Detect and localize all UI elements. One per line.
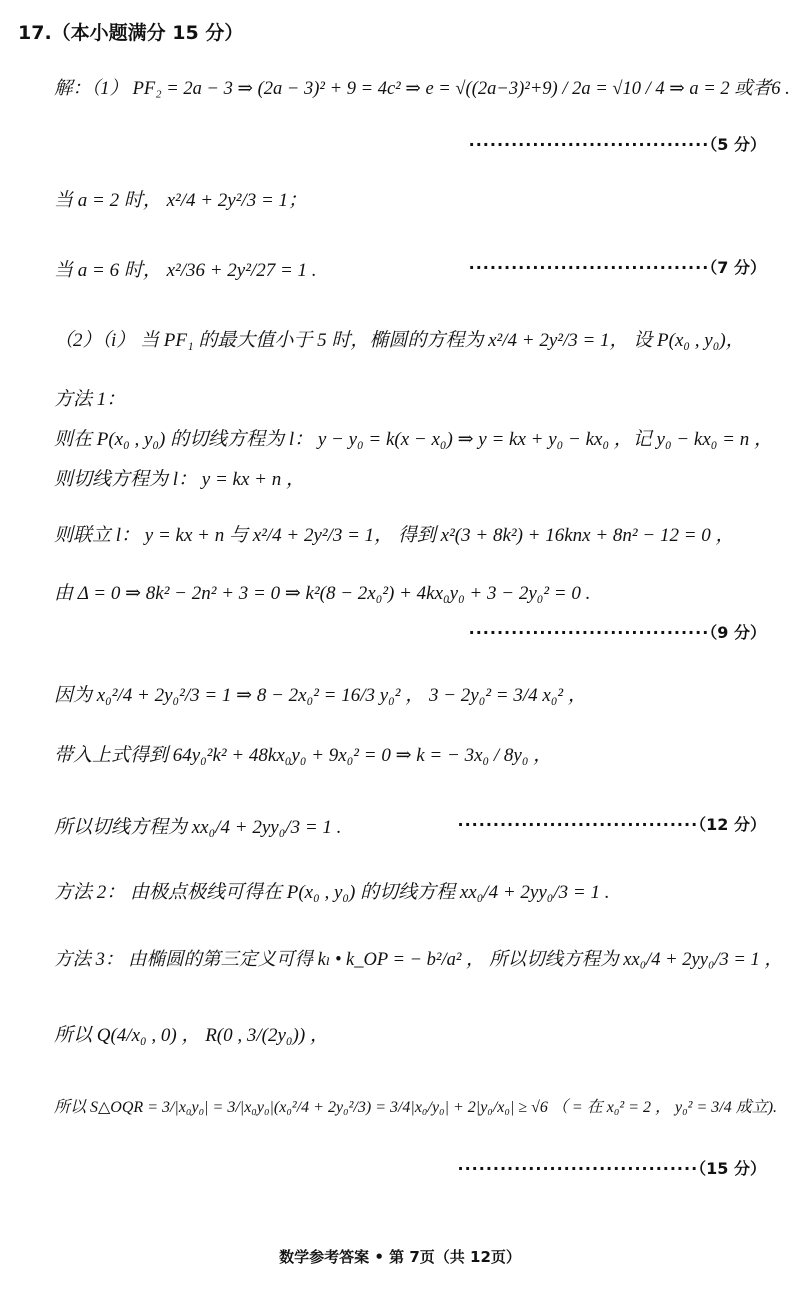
- score-marker: [458, 1156, 767, 1179]
- score-marker: [458, 812, 767, 835]
- solution-line: 方法 3： 由椭圆的第三定义可得 kₗ • k_OP = − b²/a² ， 所以切线方程为 xx₀/4 + 2yy₀/3 = 1 ，: [54, 950, 783, 970]
- solution-line: 方法 2： 由极点极线可得在 P(x₀ , y₀) 的切线方程 xx₀/4 + 2yy₀/3 = 1 .: [54, 882, 610, 903]
- solution-line: 所以 Q(4/x₀ , 0) ， R(0 , 3/(2y₀)) ，: [54, 1025, 329, 1046]
- score-marker: [469, 620, 766, 643]
- score-label: （9 分）: [709, 623, 766, 642]
- solution-line: 解：（1） PF₂ = 2a − 3 ⇒ (2a − 3)² + 9 = 4c² ⇒ e = √((2a−3)²+9) / 2a = √10 / 4 ⇒ a = 2 或者6 .: [54, 79, 790, 99]
- solution-line: 由 Δ = 0 ⇒ 8k² − 2n² + 3 = 0 ⇒ k²(8 − 2x₀²) + 4kx₀y₀ + 3 − 2y₀² = 0 .: [54, 583, 591, 604]
- solution-line: 当 a = 2 时， x²/4 + 2y²/3 = 1；: [54, 190, 308, 211]
- score-marker: [469, 132, 766, 155]
- solution-line: 所以切线方程为 xx₀/4 + 2yy₀/3 = 1 .: [54, 817, 342, 838]
- solution-line: 因为 x₀²/4 + 2y₀²/3 = 1 ⇒ 8 − 2x₀² = 16/3 y₀² ， 3 − 2y₀² = 3/4 x₀² ，: [54, 685, 587, 706]
- solution-line: 当 a = 6 时， x²/36 + 2y²/27 = 1 .: [54, 260, 317, 281]
- solution-line: 则联立 l： y = kx + n 与 x²/4 + 2y²/3 = 1， 得到 x²(3 + 8k²) + 16knx + 8n² − 12 = 0 ，: [54, 525, 735, 546]
- score-label: （7 分）: [709, 258, 766, 277]
- solution-line: 则在 P(x₀ , y₀) 的切线方程为 l： y − y₀ = k(x − x₀) ⇒ y = kx + y₀ − kx₀ ，记 y₀ − kx₀ = n ，: [54, 429, 773, 450]
- score-leader-dots: ··································: [457, 1159, 699, 1178]
- solution-line: 则切线方程为 l： y = kx + n ，: [54, 469, 305, 490]
- score-leader-dots: ··································: [468, 135, 710, 154]
- score-leader-dots: ··································: [468, 258, 710, 277]
- problem-header: 17.（本小题满分 15 分）: [18, 22, 244, 44]
- solution-line: 所以 S△OQR = 3/|x₀y₀| = 3/|x₀y₀|(x₀²/4 + 2y₀²/3) = 3/4|x₀/y₀| + 2|y₀/x₀| ≥ √6 （ = 在 x₀² = 2 ， y₀² = 3/4 成立).: [54, 1099, 778, 1116]
- solution-line: 带入上式得到 64y₀²k² + 48kx₀y₀ + 9x₀² = 0 ⇒ k = − 3x₀ / 8y₀ ，: [54, 745, 553, 766]
- score-label: （15 分）: [698, 1159, 766, 1178]
- score-leader-dots: ··································: [457, 815, 699, 834]
- solution-line: （2）（i） 当 PF₁ 的最大值小于 5 时，椭圆的方程为 x²/4 + 2y²/3 = 1， 设 P(x₀ , y₀)，: [54, 330, 745, 351]
- page-footer: 数学参考答案 • 第 7页（共 12页）: [279, 1248, 521, 1266]
- score-label: （12 分）: [698, 815, 766, 834]
- score-label: （5 分）: [709, 135, 766, 154]
- score-marker: [469, 255, 766, 278]
- score-leader-dots: ··································: [468, 623, 710, 642]
- solution-line: 方法 1：: [54, 389, 126, 410]
